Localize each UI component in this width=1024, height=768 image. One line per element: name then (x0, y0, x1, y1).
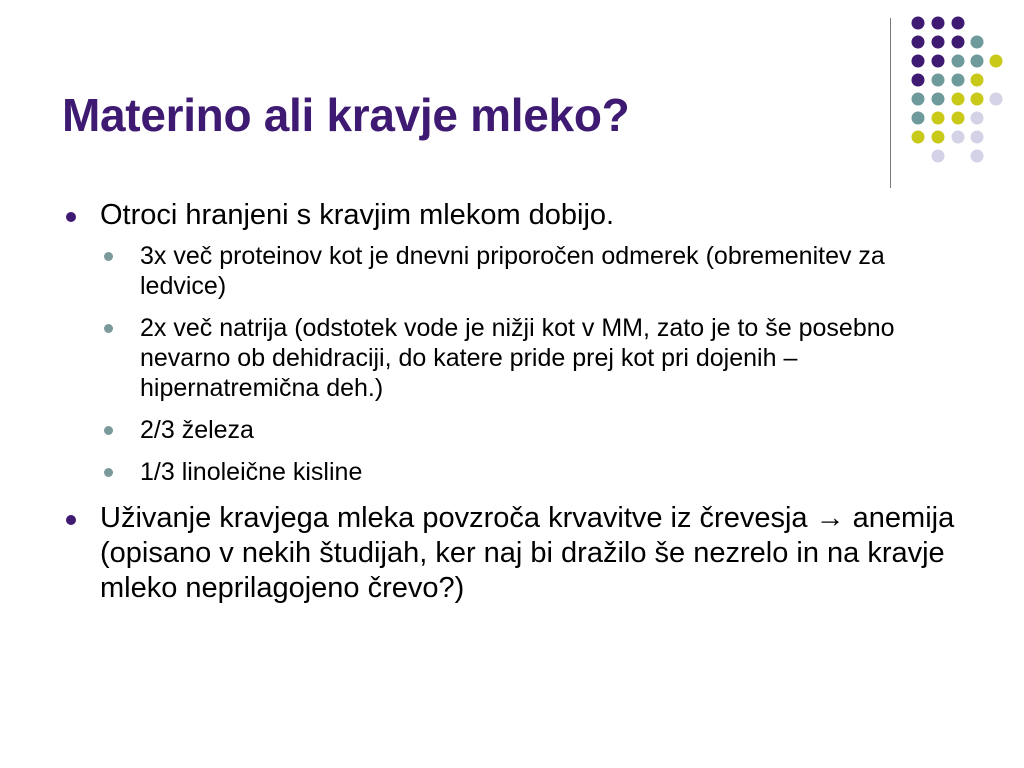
dot (990, 93, 1003, 106)
dot (932, 74, 945, 87)
dot (990, 55, 1003, 68)
dot (912, 112, 925, 125)
dot-row-7 (912, 131, 984, 144)
dot (971, 74, 984, 87)
dot (932, 131, 945, 144)
dot (952, 112, 965, 125)
dot (932, 55, 945, 68)
dot (912, 74, 925, 87)
sub-bullet-text: 3x več proteinov kot je dnevni priporočen odmerek (obremenitev za ledvice) (140, 242, 885, 300)
dot (912, 36, 925, 49)
dot (932, 36, 945, 49)
dot (932, 93, 945, 106)
sub-bullet-item (100, 241, 972, 301)
sub-bullet-dot (104, 468, 113, 477)
bullet-list (62, 198, 972, 606)
bullet-dot (66, 515, 76, 525)
bullet-text: Otroci hranjeni s kravjim mlekom dobijo. (100, 199, 615, 231)
sub-bullet-item (100, 313, 972, 403)
dot (971, 112, 984, 125)
sub-bullet-text: 2/3 železa (140, 416, 254, 444)
sub-bullet-item (100, 415, 972, 445)
dot (932, 150, 945, 163)
dot-row-3 (912, 55, 1003, 68)
dot (912, 17, 925, 30)
dot (952, 17, 965, 30)
dot-row-6 (912, 112, 984, 125)
dot (971, 55, 984, 68)
dot (952, 74, 965, 87)
dot (952, 131, 965, 144)
bullet-text: Uživanje kravjega mleka povzroča krvavitve iz črevesja → anemija (opisano v nekih študijah, ker naj bi dražilo še nezrelo in na kravje mleko neprilagojeno črevo?) (100, 502, 955, 604)
slide-title: Materino ali kravje mleko? (62, 89, 630, 141)
dot (952, 93, 965, 106)
dot-row-5 (912, 93, 1003, 106)
sub-bullet-dot (104, 324, 113, 333)
dot-row-1 (912, 17, 965, 30)
dot-row-4 (912, 74, 984, 87)
dot (932, 17, 945, 30)
dot (912, 55, 925, 68)
dot (952, 36, 965, 49)
dot-row-8 (932, 150, 984, 163)
sub-bullet-item (100, 457, 972, 487)
dot-row-2 (912, 36, 984, 49)
sub-bullet-list (100, 241, 972, 487)
dot (971, 93, 984, 106)
dot (932, 112, 945, 125)
bullet-item (62, 198, 972, 487)
dot (971, 131, 984, 144)
sub-bullet-text: 1/3 linoleične kisline (140, 458, 363, 486)
bullet-dot (66, 212, 76, 222)
sub-bullet-text: 2x več natrija (odstotek vode je nižji kot v MM, zato je to še posebno nevarno ob dehidraciji, do katere pride prej kot pri dojenih – hipernatremična deh.) (140, 314, 895, 402)
slide-body (62, 198, 972, 606)
dot (912, 93, 925, 106)
sub-bullet-dot (104, 426, 113, 435)
sub-bullet-dot (104, 252, 113, 261)
vertical-divider (890, 18, 891, 188)
dot (971, 150, 984, 163)
bullet-item (62, 501, 972, 606)
dot (952, 55, 965, 68)
dot (912, 131, 925, 144)
dot (971, 36, 984, 49)
